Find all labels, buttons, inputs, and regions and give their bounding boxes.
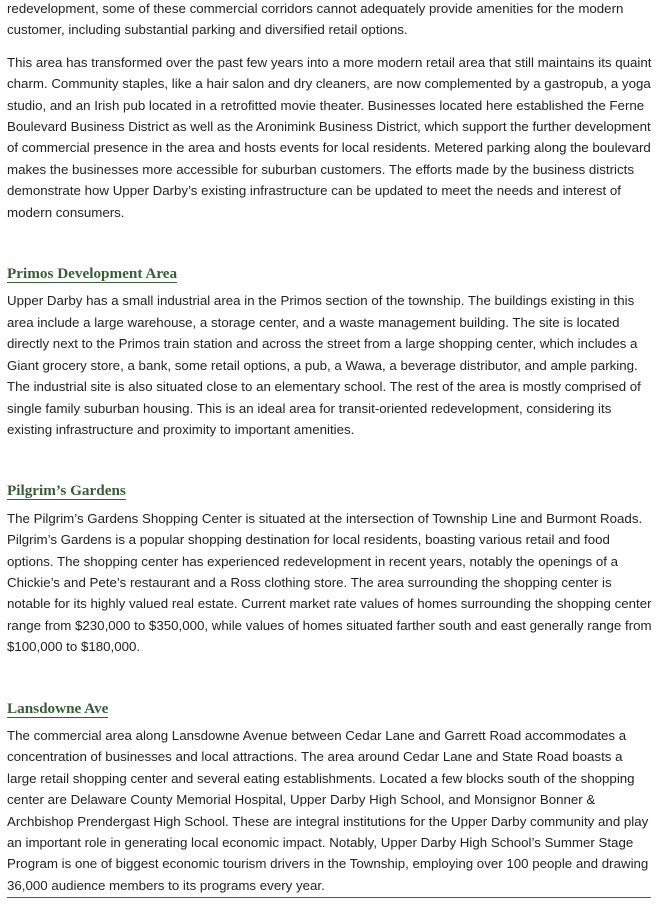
section-lansdowne-ave: [7, 698, 655, 897]
section-body-primos: Upper Darby has a small industrial area in the Primos section of the township. The buildings existing in this area include a large warehouse, a storage center, and a waste management building. The site is located directly next to the Primos train station and across the street from a large shopping center, which includes a Giant grocery store, a bank, some retail options, a pub, a Wawa, a beverage distributor, and ample parking. The industrial site is also situated close to an elementary school. The rest of the area is mostly comprised of single family suburban housing. This is an ideal area for transit-oriented redevelopment, considering its existing infrastructure and proximity to important amenities.: [7, 293, 641, 437]
section-body-pilgrims-gardens: The Pilgrim’s Gardens Shopping Center is situated at the intersection of Township Line and Burmont Roads. Pilgrim’s Gardens is a popular shopping destination for local residents, boasting various retail and food options. The shopping center has experienced redevelopment in recent years, notably the openings of a Chickie’s and Pete’s restaurant and a Ross clothing store. The area surrounding the shopping center is notable for its highly valued real estate. Current market rate values of homes surrounding the shopping center range from $230,000 to $350,000, while values of homes situated farther south and east generally range from $100,000 to $180,000.: [7, 510, 652, 655]
section-primos: [7, 263, 655, 440]
intro-paragraph-2: This area has transformed over the past few years into a more modern retail area that still maintains its quaint charm. Community staples, like a hair salon and dry cleaners, are now complemented by a gastropub, a yoga studio, and an Irish pub located in a retrofitted movie theater. Businesses located here established the Ferne Boulevard Business District as well as the Aronimink Business District, which support the further development of commercial presence in the area and hosts events for local residents. Metered parking along the boulevard makes the businesses more accessible for suburban customers. The efforts made by the business districts demonstrate how Upper Darby’s existing infrastructure can be updated to meet the needs and interest of modern consumers.: [7, 54, 652, 220]
section-heading-primos: Primos Development Area: [7, 265, 178, 283]
footer-divider: [7, 897, 651, 898]
section-heading-lansdowne-ave: Lansdowne Ave: [7, 699, 109, 717]
section-body-lansdowne-ave: The commercial area along Lansdowne Avenue between Cedar Lane and Garrett Road accommodates a concentration of businesses and local attractions. The area around Cedar Lane and State Road boasts a large retail shopping center and several eating establishments. Located a few blocks south of the shopping center are Delaware County Memorial Hospital, Upper Darby High School, and Monsignor Bonner & Archbishop Prendergast High School. These are integral institutions for the Upper Darby community and play an important role in generating local economic impact. Notably, Upper Darby High School’s Summer Stage Program is one of biggest economic tourism drivers in the Township, employing over 100 people and drawing 36,000 audience members to its programs every year.: [7, 727, 649, 893]
intro-paragraph-1: redevelopment, some of these commercial corridors cannot adequately provide amenities for the modern customer, including substantial parking and diversified retail options.: [7, 1, 624, 38]
section-pilgrims-gardens: [7, 480, 655, 657]
document-page: [7, 0, 655, 896]
section-heading-pilgrims-gardens: Pilgrim’s Gardens: [7, 482, 126, 500]
